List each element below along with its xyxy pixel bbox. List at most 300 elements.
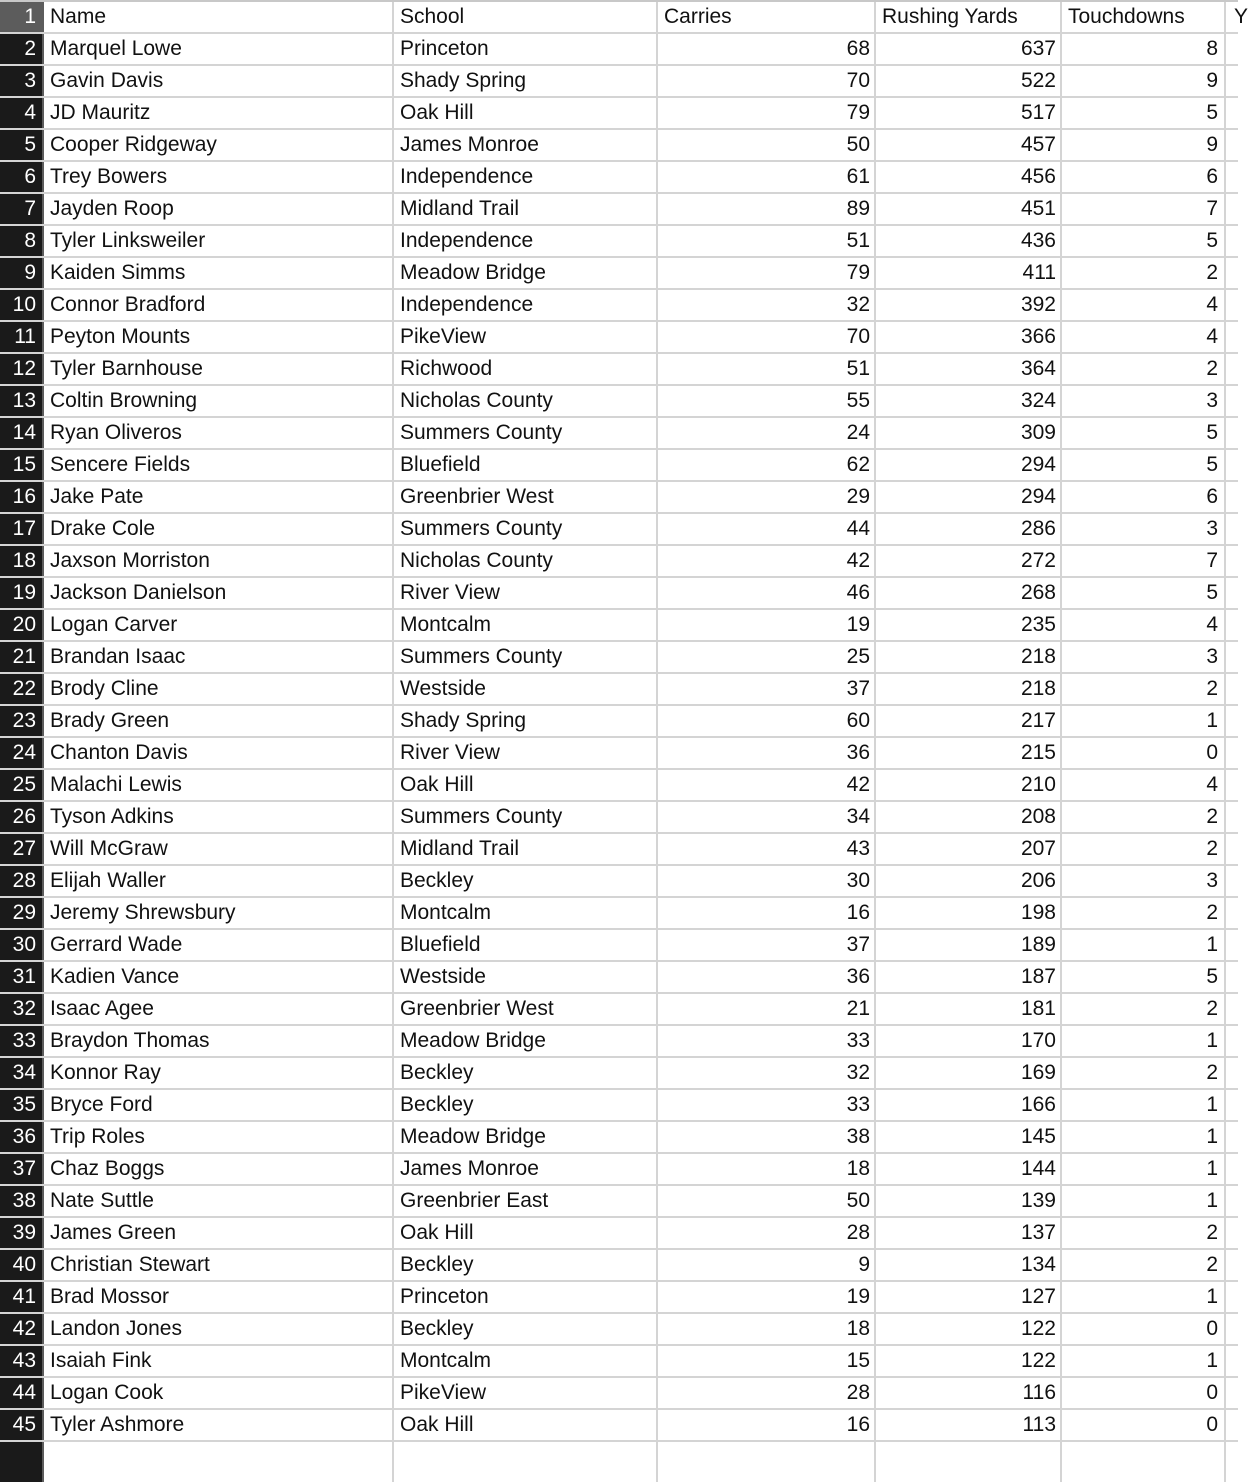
- cell-touchdowns[interactable]: 4: [1062, 770, 1226, 800]
- cell-name[interactable]: Jake Pate: [44, 482, 394, 512]
- cell-touchdowns[interactable]: 2: [1062, 354, 1226, 384]
- cell-carries[interactable]: 38: [658, 1122, 876, 1152]
- cell-carries[interactable]: 36: [658, 738, 876, 768]
- cell-partial[interactable]: [1226, 386, 1240, 416]
- cell-school[interactable]: Greenbrier East: [394, 1186, 658, 1216]
- cell-carries[interactable]: 21: [658, 994, 876, 1024]
- cell-touchdowns[interactable]: 0: [1062, 1410, 1226, 1440]
- cell-school[interactable]: Independence: [394, 162, 658, 192]
- cell-name[interactable]: Peyton Mounts: [44, 322, 394, 352]
- cell-rushing-yards[interactable]: 166: [876, 1090, 1062, 1120]
- cell-partial[interactable]: [1226, 450, 1240, 480]
- cell-partial[interactable]: [1226, 802, 1240, 832]
- cell-touchdowns[interactable]: 0: [1062, 738, 1226, 768]
- row-number[interactable]: 31: [0, 962, 44, 992]
- cell-partial[interactable]: [1226, 290, 1240, 320]
- cell-partial[interactable]: [1226, 834, 1240, 864]
- row-number[interactable]: 17: [0, 514, 44, 544]
- cell-partial[interactable]: [1226, 866, 1240, 896]
- cell-name[interactable]: Chanton Davis: [44, 738, 394, 768]
- cell-carries[interactable]: 79: [658, 98, 876, 128]
- column-header-carries[interactable]: Carries: [658, 2, 876, 32]
- cell-carries[interactable]: 79: [658, 258, 876, 288]
- column-header-rushing-yards[interactable]: Rushing Yards: [876, 2, 1062, 32]
- cell-name[interactable]: Logan Carver: [44, 610, 394, 640]
- cell-partial[interactable]: [1226, 162, 1240, 192]
- cell-school[interactable]: Beckley: [394, 866, 658, 896]
- cell-school[interactable]: Beckley: [394, 1090, 658, 1120]
- cell-partial[interactable]: [1226, 66, 1240, 96]
- cell-rushing-yards[interactable]: 206: [876, 866, 1062, 896]
- cell-name[interactable]: Tyler Barnhouse: [44, 354, 394, 384]
- cell-touchdowns[interactable]: 1: [1062, 1122, 1226, 1152]
- row-number[interactable]: 15: [0, 450, 44, 480]
- cell-touchdowns[interactable]: 4: [1062, 610, 1226, 640]
- cell-touchdowns[interactable]: 3: [1062, 514, 1226, 544]
- cell-school[interactable]: Oak Hill: [394, 770, 658, 800]
- empty-cell[interactable]: [44, 1442, 394, 1482]
- cell-rushing-yards[interactable]: 116: [876, 1378, 1062, 1408]
- cell-touchdowns[interactable]: 5: [1062, 98, 1226, 128]
- cell-carries[interactable]: 24: [658, 418, 876, 448]
- cell-carries[interactable]: 16: [658, 898, 876, 928]
- cell-carries[interactable]: 28: [658, 1218, 876, 1248]
- cell-school[interactable]: Beckley: [394, 1314, 658, 1344]
- cell-name[interactable]: Tyler Linksweiler: [44, 226, 394, 256]
- cell-partial[interactable]: [1226, 1186, 1240, 1216]
- cell-rushing-yards[interactable]: 198: [876, 898, 1062, 928]
- cell-touchdowns[interactable]: 1: [1062, 930, 1226, 960]
- row-number[interactable]: 24: [0, 738, 44, 768]
- cell-rushing-yards[interactable]: 139: [876, 1186, 1062, 1216]
- row-number[interactable]: 35: [0, 1090, 44, 1120]
- cell-rushing-yards[interactable]: 411: [876, 258, 1062, 288]
- cell-name[interactable]: Kadien Vance: [44, 962, 394, 992]
- cell-school[interactable]: Westside: [394, 674, 658, 704]
- cell-school[interactable]: Princeton: [394, 1282, 658, 1312]
- cell-touchdowns[interactable]: 1: [1062, 1282, 1226, 1312]
- cell-rushing-yards[interactable]: 113: [876, 1410, 1062, 1440]
- cell-carries[interactable]: 18: [658, 1154, 876, 1184]
- row-number[interactable]: 39: [0, 1218, 44, 1248]
- column-header-touchdowns[interactable]: Touchdowns: [1062, 2, 1226, 32]
- cell-rushing-yards[interactable]: 294: [876, 450, 1062, 480]
- cell-name[interactable]: Isaiah Fink: [44, 1346, 394, 1376]
- cell-school[interactable]: Midland Trail: [394, 834, 658, 864]
- cell-touchdowns[interactable]: 3: [1062, 866, 1226, 896]
- row-number[interactable]: 3: [0, 66, 44, 96]
- cell-touchdowns[interactable]: 2: [1062, 834, 1226, 864]
- cell-carries[interactable]: 46: [658, 578, 876, 608]
- cell-rushing-yards[interactable]: 366: [876, 322, 1062, 352]
- cell-school[interactable]: Bluefield: [394, 930, 658, 960]
- cell-carries[interactable]: 43: [658, 834, 876, 864]
- row-number[interactable]: 43: [0, 1346, 44, 1376]
- cell-rushing-yards[interactable]: 210: [876, 770, 1062, 800]
- cell-partial[interactable]: [1226, 322, 1240, 352]
- cell-name[interactable]: Brad Mossor: [44, 1282, 394, 1312]
- cell-school[interactable]: Meadow Bridge: [394, 1026, 658, 1056]
- row-number[interactable]: 42: [0, 1314, 44, 1344]
- cell-rushing-yards[interactable]: 189: [876, 930, 1062, 960]
- cell-carries[interactable]: 33: [658, 1090, 876, 1120]
- cell-rushing-yards[interactable]: 324: [876, 386, 1062, 416]
- cell-rushing-yards[interactable]: 208: [876, 802, 1062, 832]
- cell-touchdowns[interactable]: 5: [1062, 578, 1226, 608]
- cell-carries[interactable]: 36: [658, 962, 876, 992]
- cell-touchdowns[interactable]: 0: [1062, 1378, 1226, 1408]
- row-number[interactable]: 27: [0, 834, 44, 864]
- cell-rushing-yards[interactable]: 122: [876, 1314, 1062, 1344]
- cell-rushing-yards[interactable]: 294: [876, 482, 1062, 512]
- cell-touchdowns[interactable]: 4: [1062, 290, 1226, 320]
- row-number[interactable]: 26: [0, 802, 44, 832]
- cell-school[interactable]: Oak Hill: [394, 1410, 658, 1440]
- cell-touchdowns[interactable]: 9: [1062, 130, 1226, 160]
- cell-name[interactable]: Konnor Ray: [44, 1058, 394, 1088]
- row-number[interactable]: 9: [0, 258, 44, 288]
- cell-rushing-yards[interactable]: 637: [876, 34, 1062, 64]
- cell-touchdowns[interactable]: 5: [1062, 226, 1226, 256]
- cell-touchdowns[interactable]: 3: [1062, 642, 1226, 672]
- cell-school[interactable]: River View: [394, 578, 658, 608]
- row-number[interactable]: 6: [0, 162, 44, 192]
- row-number[interactable]: 29: [0, 898, 44, 928]
- cell-school[interactable]: Nicholas County: [394, 546, 658, 576]
- cell-partial[interactable]: [1226, 738, 1240, 768]
- row-number[interactable]: 33: [0, 1026, 44, 1056]
- cell-touchdowns[interactable]: 2: [1062, 994, 1226, 1024]
- cell-carries[interactable]: 62: [658, 450, 876, 480]
- cell-carries[interactable]: 25: [658, 642, 876, 672]
- column-header-partial[interactable]: Y: [1234, 5, 1249, 28]
- row-number[interactable]: 36: [0, 1122, 44, 1152]
- cell-touchdowns[interactable]: 4: [1062, 322, 1226, 352]
- cell-touchdowns[interactable]: 6: [1062, 482, 1226, 512]
- row-number[interactable]: 8: [0, 226, 44, 256]
- cell-partial[interactable]: [1226, 1218, 1240, 1248]
- cell-partial[interactable]: [1226, 642, 1240, 672]
- cell-school[interactable]: Princeton: [394, 34, 658, 64]
- cell-partial[interactable]: [1226, 34, 1240, 64]
- cell-carries[interactable]: 44: [658, 514, 876, 544]
- cell-partial[interactable]: [1226, 962, 1240, 992]
- cell-rushing-yards[interactable]: 218: [876, 642, 1062, 672]
- cell-school[interactable]: Midland Trail: [394, 194, 658, 224]
- cell-touchdowns[interactable]: 2: [1062, 1058, 1226, 1088]
- empty-cell[interactable]: [394, 1442, 658, 1482]
- cell-name[interactable]: Gavin Davis: [44, 66, 394, 96]
- cell-rushing-yards[interactable]: 169: [876, 1058, 1062, 1088]
- cell-carries[interactable]: 29: [658, 482, 876, 512]
- cell-rushing-yards[interactable]: 181: [876, 994, 1062, 1024]
- cell-touchdowns[interactable]: 2: [1062, 674, 1226, 704]
- cell-rushing-yards[interactable]: 207: [876, 834, 1062, 864]
- cell-name[interactable]: Bryce Ford: [44, 1090, 394, 1120]
- cell-carries[interactable]: 15: [658, 1346, 876, 1376]
- cell-school[interactable]: Greenbrier West: [394, 482, 658, 512]
- cell-rushing-yards[interactable]: 457: [876, 130, 1062, 160]
- row-number[interactable]: 1: [0, 2, 44, 32]
- cell-touchdowns[interactable]: 1: [1062, 1186, 1226, 1216]
- cell-rushing-yards[interactable]: 286: [876, 514, 1062, 544]
- cell-touchdowns[interactable]: 6: [1062, 162, 1226, 192]
- cell-touchdowns[interactable]: 1: [1062, 706, 1226, 736]
- cell-name[interactable]: Malachi Lewis: [44, 770, 394, 800]
- cell-name[interactable]: Brody Cline: [44, 674, 394, 704]
- cell-touchdowns[interactable]: 1: [1062, 1346, 1226, 1376]
- cell-name[interactable]: Christian Stewart: [44, 1250, 394, 1280]
- row-number[interactable]: 7: [0, 194, 44, 224]
- cell-partial[interactable]: [1226, 610, 1240, 640]
- cell-carries[interactable]: 42: [658, 546, 876, 576]
- cell-name[interactable]: Jaxson Morriston: [44, 546, 394, 576]
- cell-name[interactable]: Brandan Isaac: [44, 642, 394, 672]
- empty-cell[interactable]: [658, 1442, 876, 1482]
- cell-partial[interactable]: [1226, 1410, 1240, 1440]
- row-number[interactable]: 23: [0, 706, 44, 736]
- cell-name[interactable]: Braydon Thomas: [44, 1026, 394, 1056]
- cell-partial[interactable]: [1226, 226, 1240, 256]
- cell-school[interactable]: Bluefield: [394, 450, 658, 480]
- cell-carries[interactable]: 50: [658, 130, 876, 160]
- cell-school[interactable]: Oak Hill: [394, 98, 658, 128]
- cell-touchdowns[interactable]: 2: [1062, 898, 1226, 928]
- cell-school[interactable]: Summers County: [394, 514, 658, 544]
- cell-touchdowns[interactable]: 2: [1062, 1218, 1226, 1248]
- cell-carries[interactable]: 32: [658, 290, 876, 320]
- cell-touchdowns[interactable]: 5: [1062, 962, 1226, 992]
- cell-rushing-yards[interactable]: 436: [876, 226, 1062, 256]
- cell-rushing-yards[interactable]: 272: [876, 546, 1062, 576]
- column-header-school[interactable]: School: [394, 2, 658, 32]
- cell-touchdowns[interactable]: 2: [1062, 1250, 1226, 1280]
- cell-school[interactable]: Nicholas County: [394, 386, 658, 416]
- cell-rushing-yards[interactable]: 137: [876, 1218, 1062, 1248]
- cell-carries[interactable]: 61: [658, 162, 876, 192]
- cell-name[interactable]: Kaiden Simms: [44, 258, 394, 288]
- cell-carries[interactable]: 9: [658, 1250, 876, 1280]
- cell-carries[interactable]: 34: [658, 802, 876, 832]
- cell-name[interactable]: Ryan Oliveros: [44, 418, 394, 448]
- cell-carries[interactable]: 37: [658, 930, 876, 960]
- cell-carries[interactable]: 33: [658, 1026, 876, 1056]
- cell-partial[interactable]: [1226, 1378, 1240, 1408]
- cell-name[interactable]: Brady Green: [44, 706, 394, 736]
- cell-touchdowns[interactable]: 5: [1062, 450, 1226, 480]
- cell-rushing-yards[interactable]: 218: [876, 674, 1062, 704]
- cell-school[interactable]: Oak Hill: [394, 1218, 658, 1248]
- cell-school[interactable]: PikeView: [394, 322, 658, 352]
- cell-touchdowns[interactable]: 8: [1062, 34, 1226, 64]
- cell-touchdowns[interactable]: 2: [1062, 802, 1226, 832]
- cell-school[interactable]: Beckley: [394, 1058, 658, 1088]
- cell-touchdowns[interactable]: 0: [1062, 1314, 1226, 1344]
- cell-name[interactable]: Marquel Lowe: [44, 34, 394, 64]
- cell-carries[interactable]: 37: [658, 674, 876, 704]
- cell-carries[interactable]: 50: [658, 1186, 876, 1216]
- cell-touchdowns[interactable]: 9: [1062, 66, 1226, 96]
- cell-school[interactable]: Shady Spring: [394, 66, 658, 96]
- cell-school[interactable]: River View: [394, 738, 658, 768]
- cell-rushing-yards[interactable]: 451: [876, 194, 1062, 224]
- cell-carries[interactable]: 89: [658, 194, 876, 224]
- cell-name[interactable]: Trey Bowers: [44, 162, 394, 192]
- cell-school[interactable]: Greenbrier West: [394, 994, 658, 1024]
- row-number[interactable]: 5: [0, 130, 44, 160]
- cell-carries[interactable]: 42: [658, 770, 876, 800]
- cell-carries[interactable]: 18: [658, 1314, 876, 1344]
- cell-partial[interactable]: [1226, 418, 1240, 448]
- row-number[interactable]: 40: [0, 1250, 44, 1280]
- cell-touchdowns[interactable]: 3: [1062, 386, 1226, 416]
- cell-partial[interactable]: [1226, 514, 1240, 544]
- row-number[interactable]: 18: [0, 546, 44, 576]
- row-number[interactable]: 12: [0, 354, 44, 384]
- cell-school[interactable]: PikeView: [394, 1378, 658, 1408]
- empty-cell[interactable]: [1226, 1442, 1240, 1482]
- cell-touchdowns[interactable]: 2: [1062, 258, 1226, 288]
- cell-school[interactable]: Montcalm: [394, 610, 658, 640]
- cell-name[interactable]: Tyson Adkins: [44, 802, 394, 832]
- cell-rushing-yards[interactable]: 217: [876, 706, 1062, 736]
- cell-name[interactable]: Cooper Ridgeway: [44, 130, 394, 160]
- row-number[interactable]: 30: [0, 930, 44, 960]
- cell-rushing-yards[interactable]: 268: [876, 578, 1062, 608]
- cell-school[interactable]: James Monroe: [394, 1154, 658, 1184]
- empty-cell[interactable]: [1062, 1442, 1226, 1482]
- cell-touchdowns[interactable]: 1: [1062, 1154, 1226, 1184]
- row-number[interactable]: 34: [0, 1058, 44, 1088]
- cell-carries[interactable]: 16: [658, 1410, 876, 1440]
- empty-cell[interactable]: [876, 1442, 1062, 1482]
- cell-rushing-yards[interactable]: 134: [876, 1250, 1062, 1280]
- row-number[interactable]: 28: [0, 866, 44, 896]
- cell-name[interactable]: Nate Suttle: [44, 1186, 394, 1216]
- row-number[interactable]: 44: [0, 1378, 44, 1408]
- cell-school[interactable]: James Monroe: [394, 130, 658, 160]
- cell-rushing-yards[interactable]: 517: [876, 98, 1062, 128]
- row-number[interactable]: 45: [0, 1410, 44, 1440]
- cell-rushing-yards[interactable]: 122: [876, 1346, 1062, 1376]
- cell-carries[interactable]: 30: [658, 866, 876, 896]
- cell-carries[interactable]: 19: [658, 610, 876, 640]
- cell-carries[interactable]: 70: [658, 66, 876, 96]
- row-number[interactable]: 37: [0, 1154, 44, 1184]
- cell-name[interactable]: Trip Roles: [44, 1122, 394, 1152]
- cell-school[interactable]: Summers County: [394, 642, 658, 672]
- row-number[interactable]: 14: [0, 418, 44, 448]
- cell-carries[interactable]: 32: [658, 1058, 876, 1088]
- cell-rushing-yards[interactable]: 456: [876, 162, 1062, 192]
- cell-school[interactable]: Summers County: [394, 418, 658, 448]
- cell-partial[interactable]: [1226, 1250, 1240, 1280]
- cell-rushing-yards[interactable]: 309: [876, 418, 1062, 448]
- cell-school[interactable]: Montcalm: [394, 898, 658, 928]
- cell-school[interactable]: Richwood: [394, 354, 658, 384]
- cell-partial[interactable]: [1226, 994, 1240, 1024]
- row-number[interactable]: 11: [0, 322, 44, 352]
- row-number[interactable]: 25: [0, 770, 44, 800]
- row-number[interactable]: 4: [0, 98, 44, 128]
- cell-name[interactable]: James Green: [44, 1218, 394, 1248]
- cell-partial[interactable]: [1226, 482, 1240, 512]
- cell-name[interactable]: Drake Cole: [44, 514, 394, 544]
- row-number[interactable]: 38: [0, 1186, 44, 1216]
- cell-partial[interactable]: [1226, 130, 1240, 160]
- cell-partial[interactable]: [1226, 1346, 1240, 1376]
- cell-carries[interactable]: 19: [658, 1282, 876, 1312]
- cell-rushing-yards[interactable]: 187: [876, 962, 1062, 992]
- cell-partial[interactable]: [1226, 258, 1240, 288]
- cell-rushing-yards[interactable]: 215: [876, 738, 1062, 768]
- row-number[interactable]: 20: [0, 610, 44, 640]
- row-number[interactable]: 13: [0, 386, 44, 416]
- cell-name[interactable]: Sencere Fields: [44, 450, 394, 480]
- cell-partial[interactable]: [1226, 898, 1240, 928]
- cell-partial[interactable]: [1226, 98, 1240, 128]
- cell-school[interactable]: Meadow Bridge: [394, 1122, 658, 1152]
- cell-touchdowns[interactable]: 7: [1062, 194, 1226, 224]
- row-number[interactable]: 22: [0, 674, 44, 704]
- cell-name[interactable]: Will McGraw: [44, 834, 394, 864]
- cell-carries[interactable]: 70: [658, 322, 876, 352]
- cell-partial[interactable]: [1226, 1026, 1240, 1056]
- cell-school[interactable]: Westside: [394, 962, 658, 992]
- row-number[interactable]: 19: [0, 578, 44, 608]
- cell-school[interactable]: Independence: [394, 290, 658, 320]
- cell-partial[interactable]: [1226, 770, 1240, 800]
- row-number[interactable]: 21: [0, 642, 44, 672]
- cell-rushing-yards[interactable]: 392: [876, 290, 1062, 320]
- cell-name[interactable]: Jackson Danielson: [44, 578, 394, 608]
- row-number[interactable]: 10: [0, 290, 44, 320]
- cell-partial[interactable]: [1226, 194, 1240, 224]
- cell-partial[interactable]: [1226, 1122, 1240, 1152]
- row-number[interactable]: 2: [0, 34, 44, 64]
- cell-name[interactable]: Tyler Ashmore: [44, 1410, 394, 1440]
- cell-name[interactable]: Connor Bradford: [44, 290, 394, 320]
- row-number[interactable]: 41: [0, 1282, 44, 1312]
- cell-partial[interactable]: [1226, 1314, 1240, 1344]
- cell-name[interactable]: Logan Cook: [44, 1378, 394, 1408]
- cell-touchdowns[interactable]: 1: [1062, 1026, 1226, 1056]
- cell-partial[interactable]: [1226, 1090, 1240, 1120]
- cell-carries[interactable]: 68: [658, 34, 876, 64]
- cell-name[interactable]: Jeremy Shrewsbury: [44, 898, 394, 928]
- cell-school[interactable]: Independence: [394, 226, 658, 256]
- cell-name[interactable]: Elijah Waller: [44, 866, 394, 896]
- cell-name[interactable]: Isaac Agee: [44, 994, 394, 1024]
- cell-school[interactable]: Meadow Bridge: [394, 258, 658, 288]
- row-number[interactable]: 16: [0, 482, 44, 512]
- cell-carries[interactable]: 55: [658, 386, 876, 416]
- cell-partial[interactable]: [1226, 354, 1240, 384]
- cell-name[interactable]: Landon Jones: [44, 1314, 394, 1344]
- cell-carries[interactable]: 28: [658, 1378, 876, 1408]
- column-header-name[interactable]: Name: [44, 2, 394, 32]
- cell-partial[interactable]: [1226, 578, 1240, 608]
- cell-rushing-yards[interactable]: 145: [876, 1122, 1062, 1152]
- cell-partial[interactable]: [1226, 1282, 1240, 1312]
- cell-partial[interactable]: [1226, 1154, 1240, 1184]
- cell-rushing-yards[interactable]: 170: [876, 1026, 1062, 1056]
- cell-school[interactable]: Beckley: [394, 1250, 658, 1280]
- cell-name[interactable]: Chaz Boggs: [44, 1154, 394, 1184]
- cell-partial[interactable]: [1226, 1058, 1240, 1088]
- cell-partial[interactable]: [1226, 674, 1240, 704]
- cell-name[interactable]: Jayden Roop: [44, 194, 394, 224]
